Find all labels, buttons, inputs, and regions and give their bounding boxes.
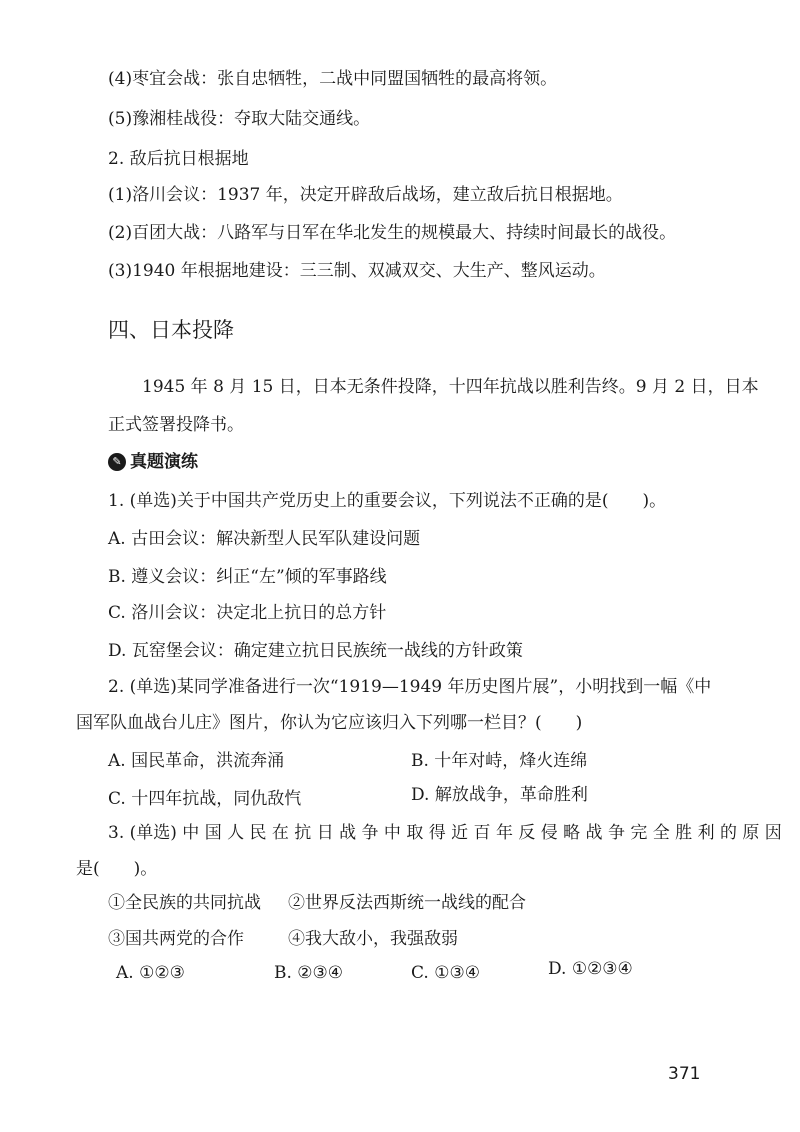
question-2-option-a: A. 国民革命，洪流奔涌 — [108, 751, 285, 771]
pen-icon: ✎ — [108, 453, 126, 471]
question-3-option-d: D. ①②③④ — [548, 959, 633, 979]
practice-tag — [108, 451, 198, 473]
outline-subitem-3: (3)1940 年根据地建设：三三制、双减双交、大生产、整风运动。 — [108, 261, 606, 281]
question-3-statement-1: ①全民族的共同抗战 — [108, 893, 261, 913]
question-2-option-b: B. 十年对峙，烽火连绵 — [411, 751, 588, 771]
question-3-option-a: A. ①②③ — [116, 963, 185, 983]
section-paragraph-line-1: 1945 年 8 月 15 日，日本无条件投降，十四年抗战以胜利告终。9 月 2 日，日本 — [142, 377, 759, 397]
question-2-option-d: D. 解放战争，革命胜利 — [411, 785, 588, 805]
outline-subitem-2: (2)百团大战：八路军与日军在华北发生的规模最大、持续时间最长的战役。 — [108, 223, 677, 243]
question-2-option-c: C. 十四年抗战，同仇敌忾 — [108, 789, 302, 809]
question-3-option-b: B. ②③④ — [274, 963, 344, 983]
outline-subtitle-2: 2. 敌后抗日根据地 — [108, 149, 249, 169]
question-1-option-c: C. 洛川会议：决定北上抗日的总方针 — [108, 603, 387, 623]
question-3-stem-line-1: 3. (单选) 中 国 人 民 在 抗 日 战 争 中 取 得 近 百 年 反 侵 略 战 争 完 全 胜 利 的 原 因 — [108, 823, 782, 843]
question-3-statement-2: ②世界反法西斯统一战线的配合 — [288, 893, 526, 913]
page-number: 371 — [668, 1064, 701, 1084]
question-1-option-b: B. 遵义会议：纠正“左”倾的军事路线 — [108, 567, 387, 587]
section-paragraph-line-2: 正式签署投降书。 — [108, 415, 244, 435]
question-2-stem-line-1: 2. (单选)某同学准备进行一次“1919—1949 年历史图片展”，小明找到一幅《中 — [108, 677, 712, 697]
section-heading: 四、日本投降 — [108, 318, 234, 342]
question-3-statement-4: ④我大敌小，我强敌弱 — [288, 929, 458, 949]
outline-subitem-1: (1)洛川会议：1937 年，决定开辟敌后战场，建立敌后抗日根据地。 — [108, 185, 623, 205]
question-2-stem-line-2: 国军队血战台儿庄》图片，你认为它应该归入下列哪一栏目？( ) — [76, 713, 583, 733]
practice-label: 真题演练 — [130, 452, 198, 472]
question-1-stem: 1. (单选)关于中国共产党历史上的重要会议，下列说法不正确的是( )。 — [108, 491, 667, 511]
question-1-option-a: A. 古田会议：解决新型人民军队建设问题 — [108, 529, 421, 549]
question-1-option-d: D. 瓦窑堡会议：确定建立抗日民族统一战线的方针政策 — [108, 641, 523, 661]
question-3-stem-line-2: 是( )。 — [76, 859, 158, 879]
question-3-option-c: C. ①③④ — [411, 963, 480, 983]
question-3-statement-3: ③国共两党的合作 — [108, 929, 244, 949]
outline-item-4: (4)枣宜会战：张自忠牺牲，二战中同盟国牺牲的最高将领。 — [108, 69, 558, 89]
outline-item-5: (5)豫湘桂战役：夺取大陆交通线。 — [108, 109, 371, 129]
